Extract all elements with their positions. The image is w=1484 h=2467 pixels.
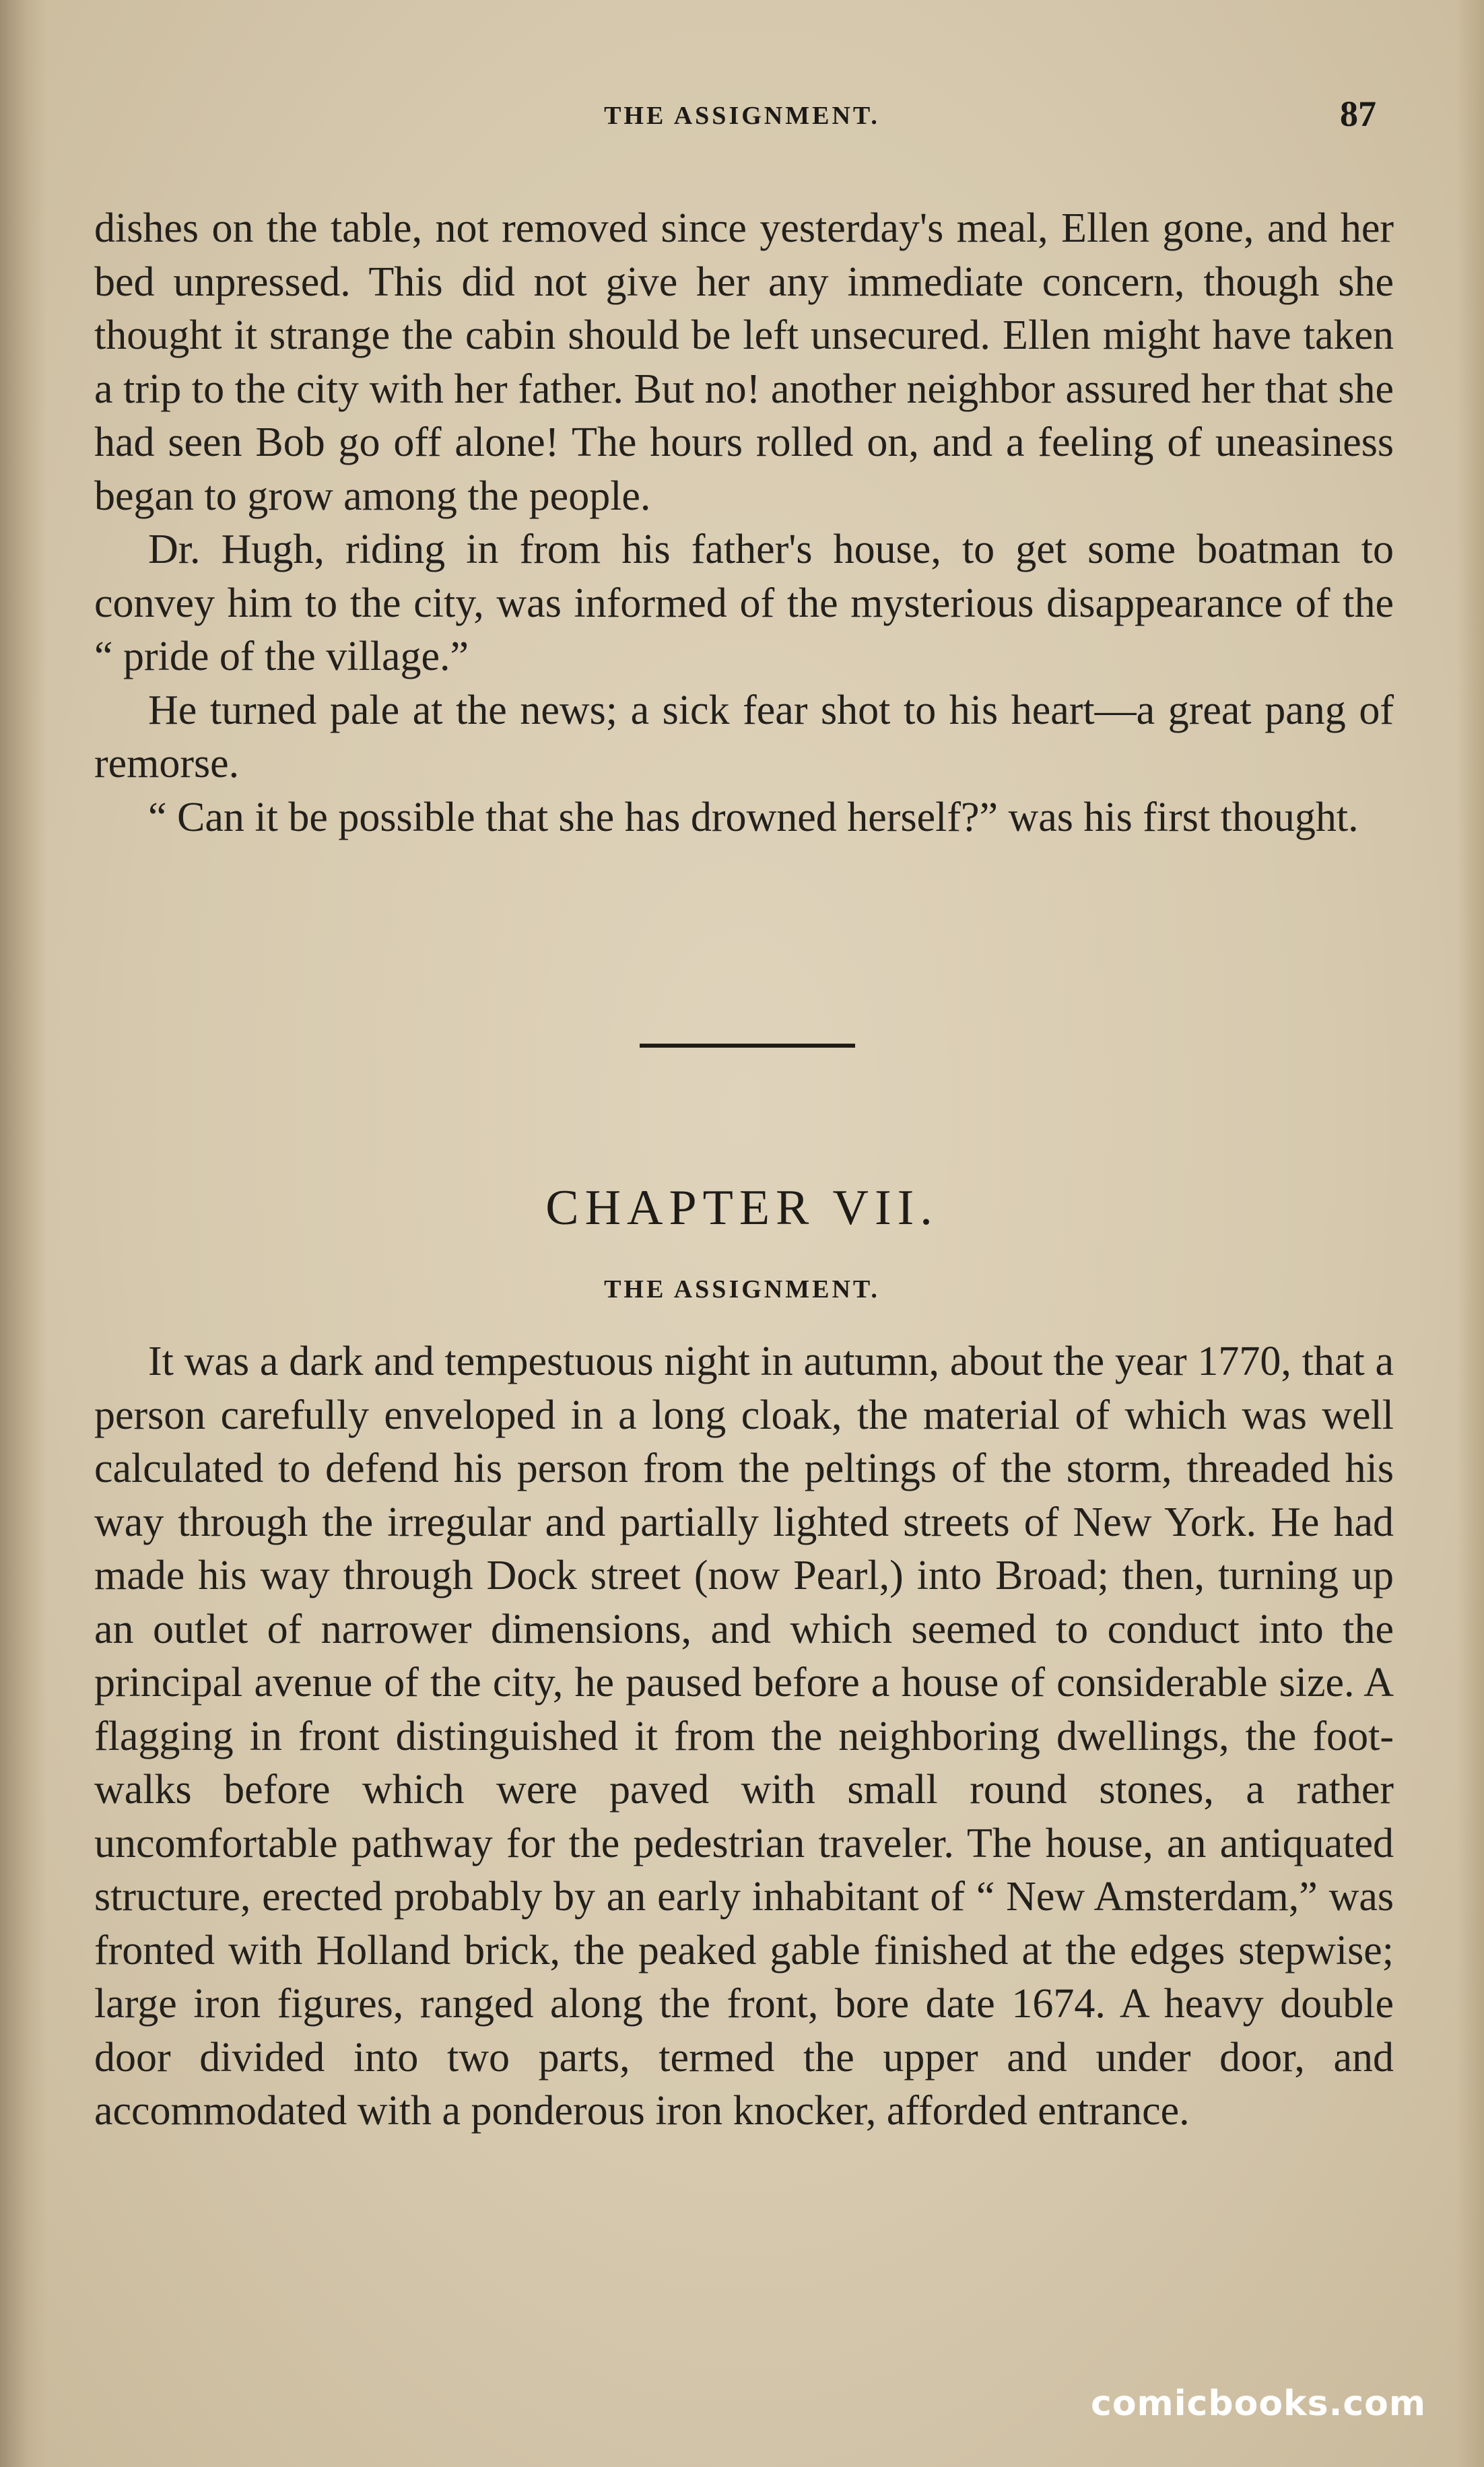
continued-text xyxy=(94,202,1394,844)
paragraph: It was a dark and tempestuous night in autumn, about the year 1770, that a person carefully enveloped in a long cloak, the material of which was well calculated to defend his person from the peltings of the storm, threaded his way through the irregular and partially lighted streets of New York. He had made his way through Dock street (now Pearl,) into Broad; then, turning up an outlet of narrower dimensions, and which seemed to conduct into the principal avenue of the city, he paused before a house of considerable size. A flagging in front distinguished it from the neighboring dwellings, the foot-walks before which were paved with small round stones, a rather uncomfortable pathway for the pedestrian traveler. The house, an antiquated structure, erected probably by an early inhabitant of “ New Amsterdam,” was fronted with Holland brick, the peaked gable finished at the edges stepwise; large iron figures, ranged along the front, bore date 1674. A heavy double door divided into two parts, termed the upper and under door, and accommodated with a ponderous iron knocker, afforded entrance. xyxy=(94,1339,1394,2134)
chapter-subtitle: THE ASSIGNMENT. xyxy=(604,1275,880,1304)
chapter-text xyxy=(94,1335,1394,2138)
paragraph: Dr. Hugh, riding in from his father's house, to get some boatman to convey him to the city, was informed of the mysterious disappearance of the “ pride of the village.” xyxy=(94,527,1394,679)
paragraph: He turned pale at the news; a sick fear shot to his heart—a great pang of remorse. xyxy=(94,687,1394,786)
running-header: THE ASSIGNMENT. xyxy=(604,102,880,130)
section-divider-rule xyxy=(640,1044,855,1048)
paragraph: “ Can it be possible that she has drowned herself?” was his first thought. xyxy=(148,794,1359,840)
paragraph: dishes on the table, not removed since yesterday's meal, Ellen gone, and her bed unpressed. This did not give her any immediate concern, though she thought it strange the cabin should be left unsecured. Ellen might have taken a trip to the city with her father. But no! another neighbor assured her that she had seen Bob go off alone! The hours rolled on, and a feeling of uneasiness began to grow among the people. xyxy=(94,205,1394,519)
page-number: 87 xyxy=(1340,94,1376,134)
chapter-heading: CHAPTER VII. xyxy=(545,1180,939,1236)
site-watermark: comicbooks.com xyxy=(1091,2384,1427,2424)
